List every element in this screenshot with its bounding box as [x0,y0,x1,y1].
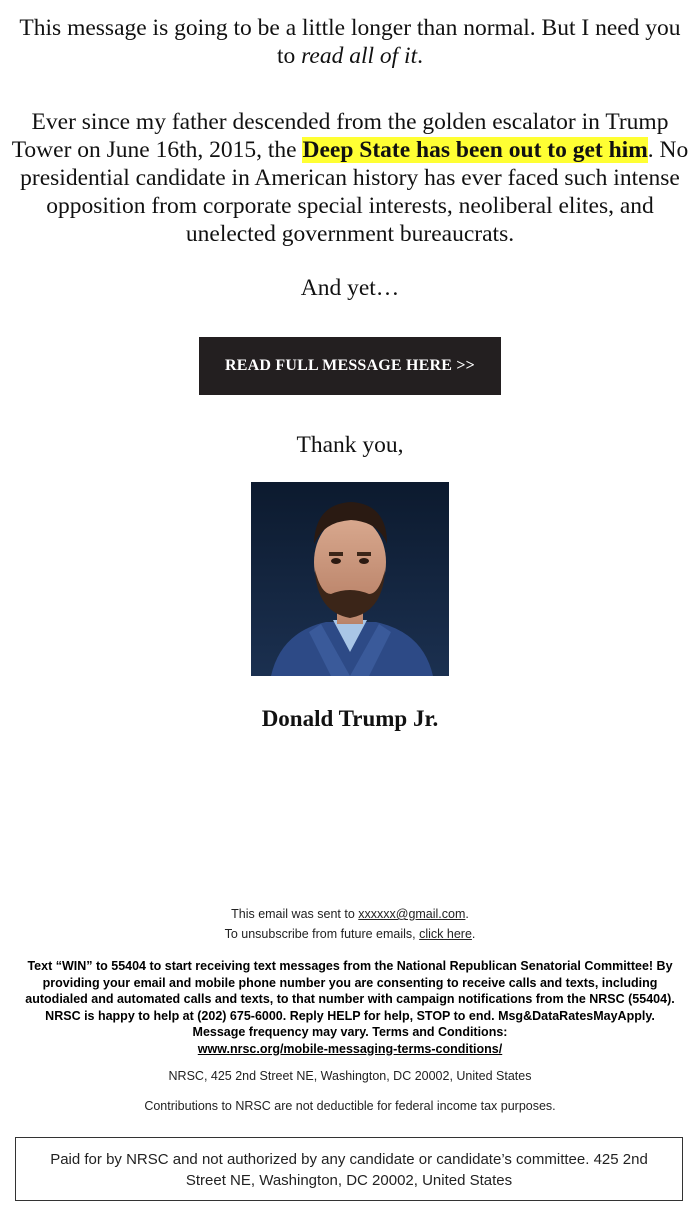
main-text-before: Ever since my father descended from the golden escalator in Trump Tower on June 16th, 2015, the [11,109,669,163]
portrait-photo-icon [251,482,449,676]
signature: Donald Trump Jr. [261,706,439,731]
unsubscribe-suffix: . [471,927,476,941]
unsubscribe-line [0,924,700,944]
intro-text: This message is going to be a little longer than normal. But I need you to [19,15,681,69]
sent-to-suffix: . [465,907,469,921]
unsubscribe-link[interactable]: click here [419,927,472,941]
recipient-email-link[interactable]: xxxxxx@gmail.com [358,907,466,921]
thanks-text: Thank you, [296,432,404,458]
sent-to-block [0,904,700,944]
main-paragraph [10,108,690,248]
sms-disclaimer-text: Text “WIN” to 55404 to start receiving text messages from the National Republican Senatorial Committee! By providing your email and mobile phone number you are consenting to receive calls and texts, including autodialed and automated calls and texts, to that number with campaign notifications from the NRSC (55404). NRSC is happy to help at (202) 675-6000. Reply HELP for help, STOP to end. Msg&DataRatesMayApply. Message frequency may vary. Terms and Conditions: [25,959,675,1039]
read-full-message-button[interactable]: READ FULL MESSAGE HERE >> [199,337,501,395]
terms-conditions-link[interactable]: www.nrsc.org/mobile-messaging-terms-conditions/ [197,1041,503,1056]
tax-note-text: Contributions to NRSC are not deductible for federal income tax purposes. [144,1099,556,1113]
photo-container [0,482,700,676]
cta-container [0,337,700,395]
sent-to-prefix: This email was sent to [231,907,359,921]
and-yet-paragraph: And yet… [300,275,400,301]
intro-emphasis: read all of it [301,43,418,69]
sms-disclaimer-block [20,958,680,1057]
intro-paragraph [10,0,690,70]
main-text-after: . No presidential candidate in American history has ever faced such intense opposition from corporate special interests, neoliberal elites, and unelected government bureaucrats. [20,137,689,247]
address-text: NRSC, 425 2nd Street NE, Washington, DC 20002, United States [168,1069,532,1083]
unsubscribe-prefix: To unsubscribe from future emails, [224,927,420,941]
paid-for-disclaimer: Paid for by NRSC and not authorized by any candidate or candidate’s committee. 425 2nd Street NE, Washington, DC 20002, United States [15,1137,683,1201]
intro-end: . [417,43,423,69]
highlighted-text: Deep State has been out to get him [302,137,648,163]
sent-to-line [0,904,700,924]
